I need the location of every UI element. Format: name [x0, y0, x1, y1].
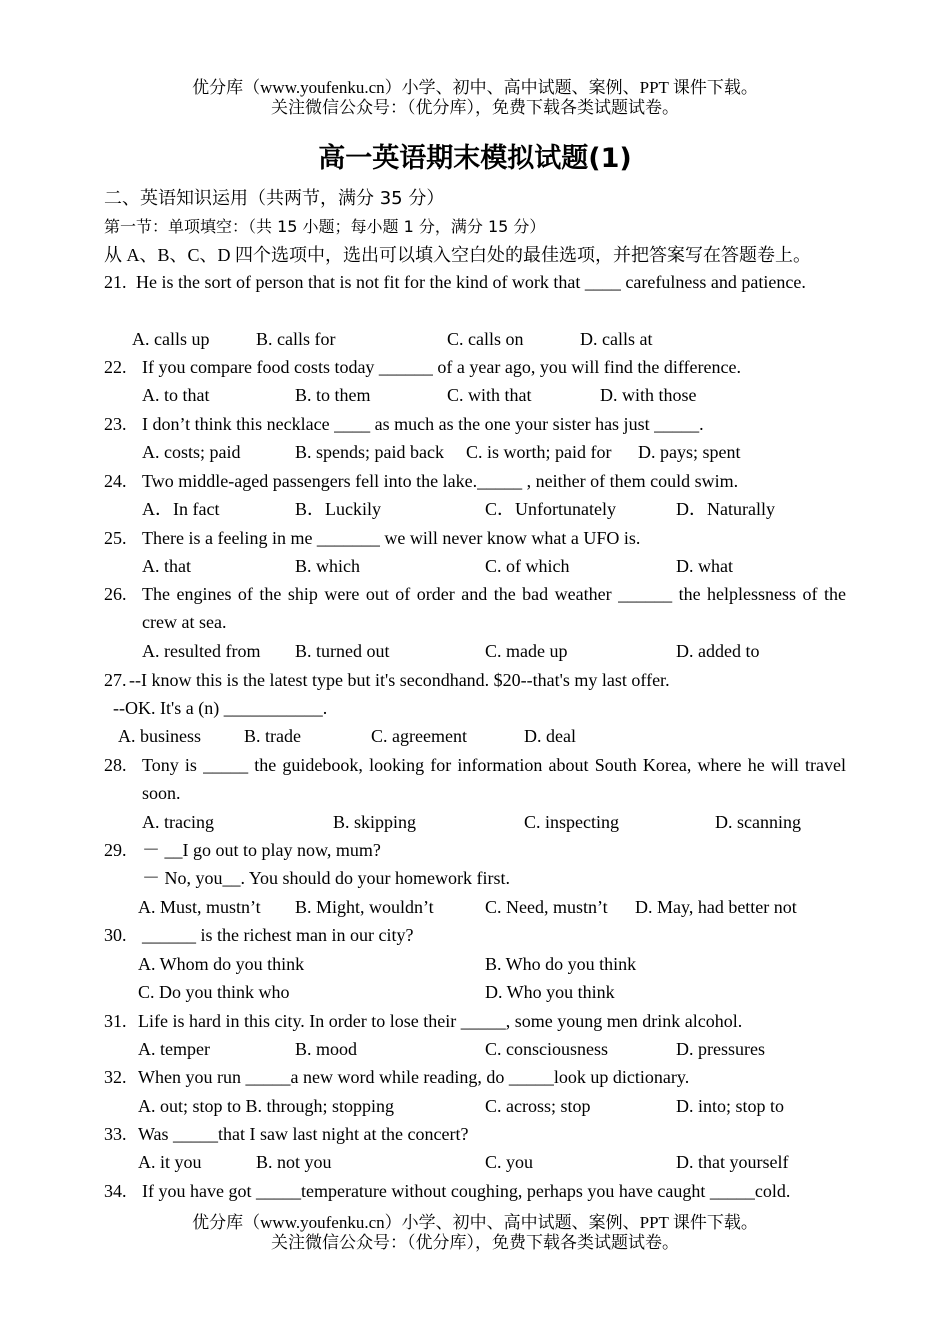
- option-a[interactable]: A. Whom do you think: [138, 954, 305, 974]
- option-b[interactable]: B. mood: [295, 1039, 358, 1059]
- option-c[interactable]: C. calls on: [447, 329, 524, 349]
- option-c[interactable]: C. agreement: [371, 726, 467, 746]
- option-b[interactable]: B．Luckily: [295, 499, 381, 519]
- question-text: Two middle-aged passengers fell into the lake._____ , neither of them could swim.: [142, 471, 739, 491]
- footer-line-2: 关注微信公众号：（优分库），免费下载各类试题试卷。: [271, 1233, 679, 1252]
- question-text: If you compare food costs today ______ of a year ago, you will find the difference.: [142, 357, 741, 377]
- question-text: The engines of the ship were out of order and the bad weather ______ the helplessness of the crew at sea.: [142, 584, 846, 632]
- question-text: ______ is the richest man in our city?: [142, 925, 414, 945]
- question-text: He is the sort of person that is not fit for the kind of work that ____ carefulness and patience.: [136, 272, 806, 292]
- option-a[interactable]: A. resulted from: [142, 641, 261, 661]
- option-b[interactable]: B. trade: [244, 726, 301, 746]
- option-d[interactable]: D. pays; spent: [638, 442, 741, 462]
- option-c[interactable]: C. you: [485, 1152, 534, 1172]
- option-c[interactable]: C. consciousness: [485, 1039, 608, 1059]
- option-c[interactable]: C．Unfortunately: [485, 499, 616, 519]
- option-a[interactable]: A. calls up: [132, 329, 210, 349]
- option-b[interactable]: B. spends; paid back: [295, 442, 444, 462]
- question-number: 28.: [104, 755, 127, 775]
- footer-line-1: 优分库（www.youfenku.cn）小学、初中、高中试题、案例、PPT 课件下载。: [192, 1213, 758, 1232]
- section-heading: 二、英语知识运用（共两节，满分 35 分）: [104, 188, 445, 209]
- option-a[interactable]: A. business: [118, 726, 202, 746]
- question-text: － __I go out to play now, mum?: [142, 840, 381, 860]
- option-c[interactable]: C. across; stop: [485, 1096, 591, 1116]
- option-b[interactable]: B. not you: [256, 1152, 332, 1172]
- subsection-heading: 第一节：单项填空：（共 15 小题；每小题 1 分，满分 15 分）: [104, 217, 546, 236]
- question-text: There is a feeling in me _______ we will never know what a UFO is.: [142, 528, 641, 548]
- option-c[interactable]: C. Need, mustn’t: [485, 897, 608, 917]
- question-text: Life is hard in this city. In order to lose their _____, some young men drink alcohol.: [138, 1011, 743, 1031]
- option-c[interactable]: C. inspecting: [524, 812, 619, 832]
- instruction: 从 A、B、C、D 四个选项中，选出可以填入空白处的最佳选项，并把答案写在答题卷上。: [104, 245, 812, 265]
- question-number: 34.: [104, 1181, 127, 1201]
- option-c[interactable]: C. Do you think who: [138, 982, 290, 1002]
- option-c[interactable]: C. made up: [485, 641, 568, 661]
- option-d[interactable]: D. May, had better not: [635, 897, 797, 917]
- question-number: 23.: [104, 414, 127, 434]
- question-number: 26.: [104, 584, 127, 604]
- option-a[interactable]: A. to that: [142, 385, 210, 405]
- question-number: 27.: [104, 670, 127, 690]
- option-a[interactable]: A. tracing: [142, 812, 214, 832]
- option-a[interactable]: A. it you: [138, 1152, 202, 1172]
- option-b[interactable]: B. which: [295, 556, 360, 576]
- header-line-2: 关注微信公众号：（优分库），免费下载各类试题试卷。: [271, 98, 679, 117]
- option-d[interactable]: D. added to: [676, 641, 760, 661]
- question-text: Tony is _____ the guidebook, looking for information about South Korea, where he will travel soon.: [142, 755, 846, 803]
- question-number: 32.: [104, 1067, 127, 1087]
- option-d[interactable]: D. what: [676, 556, 733, 576]
- question-number: 22.: [104, 357, 127, 377]
- question-text: I don’t think this necklace ____ as much as the one your sister has just _____.: [142, 414, 704, 434]
- option-b[interactable]: B. to them: [295, 385, 371, 405]
- question-text-reply: － No, you__. You should do your homework first.: [142, 868, 511, 888]
- question-text: --I know this is the latest type but it's secondhand. $20--that's my last offer.: [129, 670, 670, 690]
- option-d[interactable]: D. deal: [524, 726, 576, 746]
- question-number: 24.: [104, 471, 127, 491]
- option-d[interactable]: D. into; stop to: [676, 1096, 785, 1116]
- question-number: 33.: [104, 1124, 127, 1144]
- header-line-1: 优分库（www.youfenku.cn）小学、初中、高中试题、案例、PPT 课件下载。: [192, 78, 758, 97]
- option-a-b[interactable]: A. out; stop to B. through; stopping: [138, 1096, 395, 1116]
- option-a[interactable]: A. that: [142, 556, 191, 576]
- question-number: 30.: [104, 925, 127, 945]
- option-b[interactable]: B. Who do you think: [485, 954, 637, 974]
- option-d[interactable]: D. Who you think: [485, 982, 615, 1002]
- option-b[interactable]: B. skipping: [333, 812, 417, 832]
- option-a[interactable]: A. Must, mustn’t: [138, 897, 261, 917]
- option-d[interactable]: D. that yourself: [676, 1152, 789, 1172]
- question-number: 29.: [104, 840, 127, 860]
- option-a[interactable]: A．In fact: [142, 499, 220, 519]
- option-d[interactable]: D. scanning: [715, 812, 801, 832]
- question-text: Was _____that I saw last night at the concert?: [138, 1124, 469, 1144]
- question-text: If you have got _____temperature without coughing, perhaps you have caught _____cold.: [142, 1181, 791, 1201]
- option-d[interactable]: D．Naturally: [676, 499, 775, 519]
- option-d[interactable]: D. with those: [600, 385, 697, 405]
- option-b[interactable]: B. Might, wouldn’t: [295, 897, 434, 917]
- option-c[interactable]: C. with that: [447, 385, 532, 405]
- option-b[interactable]: B. turned out: [295, 641, 390, 661]
- question-text: When you run _____a new word while reading, do _____look up dictionary.: [138, 1067, 690, 1087]
- question-text-reply: --OK. It's a (n) ___________.: [113, 698, 328, 718]
- option-c[interactable]: C. is worth; paid for: [466, 442, 612, 462]
- option-c[interactable]: C. of which: [485, 556, 570, 576]
- question-number: 31.: [104, 1011, 127, 1031]
- option-a[interactable]: A. temper: [138, 1039, 210, 1059]
- option-b[interactable]: B. calls for: [256, 329, 336, 349]
- page-title: 高一英语期末模拟试题(1): [318, 143, 632, 174]
- option-d[interactable]: D. pressures: [676, 1039, 765, 1059]
- option-d[interactable]: D. calls at: [580, 329, 653, 349]
- question-number: 21.: [104, 272, 127, 292]
- question-number: 25.: [104, 528, 127, 548]
- option-a[interactable]: A. costs; paid: [142, 442, 241, 462]
